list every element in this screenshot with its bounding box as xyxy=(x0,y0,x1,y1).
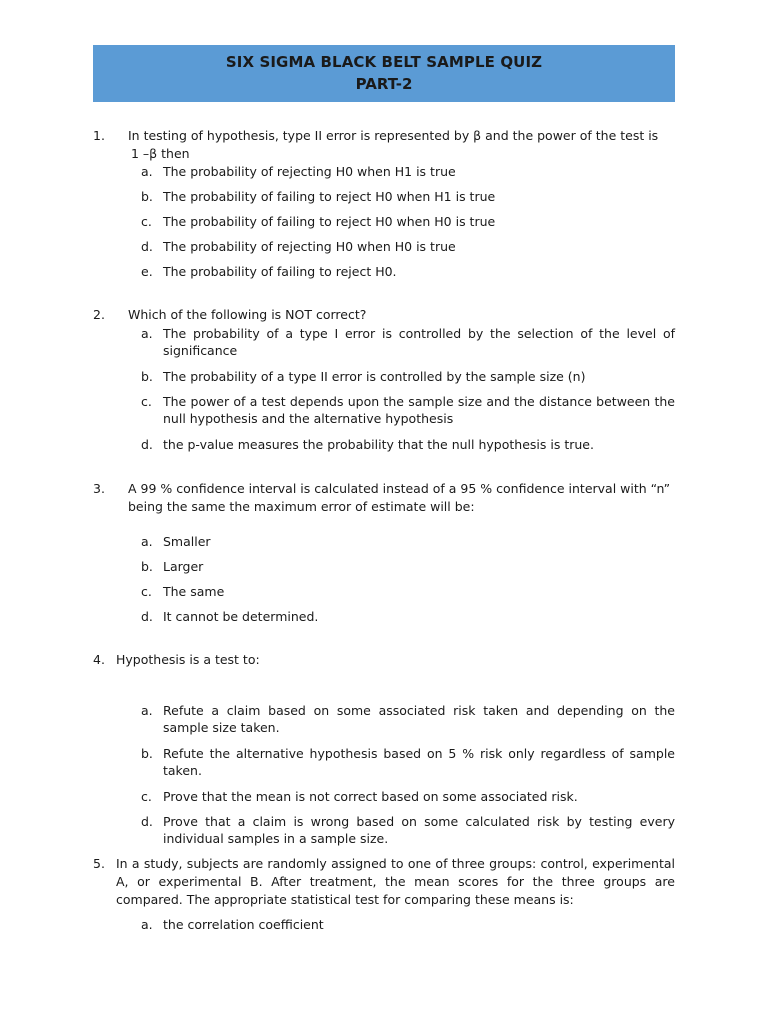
option-letter: c. xyxy=(141,394,152,409)
option-text: Refute the alternative hypothesis based on 5 % risk only regardless of sample taken. xyxy=(163,746,675,778)
question-text: In a study, subjects are randomly assigned to one of three groups: control, experimental A, or experimental B. After treatment, the mean scores for the three groups are compared. The appropriate statistical test for comparing these means is: xyxy=(116,856,675,907)
option-text: The probability of rejecting H0 when H0 is true xyxy=(163,239,456,254)
option-letter: a. xyxy=(141,534,153,549)
option-letter: a. xyxy=(141,164,153,179)
option-letter: d. xyxy=(141,239,153,254)
option-text: Refute a claim based on some associated risk taken and depending on the sample size taken. xyxy=(163,703,675,735)
option-letter: c. xyxy=(141,214,152,229)
option-text: The probability of rejecting H0 when H1 is true xyxy=(163,164,456,179)
option-text: Larger xyxy=(163,559,204,574)
option-text: the p-value measures the probability that the null hypothesis is true. xyxy=(163,437,594,452)
question-number: 5. xyxy=(93,856,105,871)
question-number: 4. xyxy=(93,652,105,667)
option-text: the correlation coefficient xyxy=(163,917,324,932)
option-text: The probability of failing to reject H0 when H0 is true xyxy=(163,214,496,229)
option-letter: a. xyxy=(141,703,153,718)
option-letter: d. xyxy=(141,609,153,624)
option-letter: e. xyxy=(141,264,153,279)
option-letter: b. xyxy=(141,746,153,761)
option-letter: b. xyxy=(141,559,153,574)
question-text-continued: 1 –β then xyxy=(131,146,190,161)
option-text: Prove that the mean is not correct based on some associated risk. xyxy=(163,789,578,804)
title-banner xyxy=(93,45,675,102)
option-text: The probability of failing to reject H0. xyxy=(163,264,397,279)
option-text: Prove that a claim is wrong based on some calculated risk by testing every individual samples in a sample size. xyxy=(163,814,675,846)
option-letter: b. xyxy=(141,189,153,204)
option-letter: c. xyxy=(141,789,152,804)
quiz-part: PART-2 xyxy=(355,75,413,93)
option-letter: c. xyxy=(141,584,152,599)
question-number: 2. xyxy=(93,307,105,322)
option-text: The probability of a type II error is controlled by the sample size (n) xyxy=(163,369,586,384)
option-text: The same xyxy=(163,584,225,599)
option-letter: d. xyxy=(141,814,153,829)
question-text: Which of the following is NOT correct? xyxy=(128,307,367,322)
option-text: Smaller xyxy=(163,534,211,549)
option-letter: a. xyxy=(141,326,153,341)
option-text: The probability of failing to reject H0 when H1 is true xyxy=(163,189,496,204)
option-letter: a. xyxy=(141,917,153,932)
option-letter: d. xyxy=(141,437,153,452)
question-number: 3. xyxy=(93,481,105,496)
option-text: The power of a test depends upon the sample size and the distance between the null hypothesis and the alternative hypothesis xyxy=(163,394,675,426)
quiz-title: SIX SIGMA BLACK BELT SAMPLE QUIZ xyxy=(225,53,543,71)
question-number: 1. xyxy=(93,128,105,143)
question-text: A 99 % confidence interval is calculated instead of a 95 % confidence interval with “n” being the same the maximum error of estimate will be: xyxy=(128,481,671,514)
option-letter: b. xyxy=(141,369,153,384)
question-text: In testing of hypothesis, type II error is represented by β and the power of the test is xyxy=(128,128,659,143)
option-text: The probability of a type I error is controlled by the selection of the level of significance xyxy=(163,326,675,358)
question-text: Hypothesis is a test to: xyxy=(116,652,260,667)
option-text: It cannot be determined. xyxy=(163,609,319,624)
